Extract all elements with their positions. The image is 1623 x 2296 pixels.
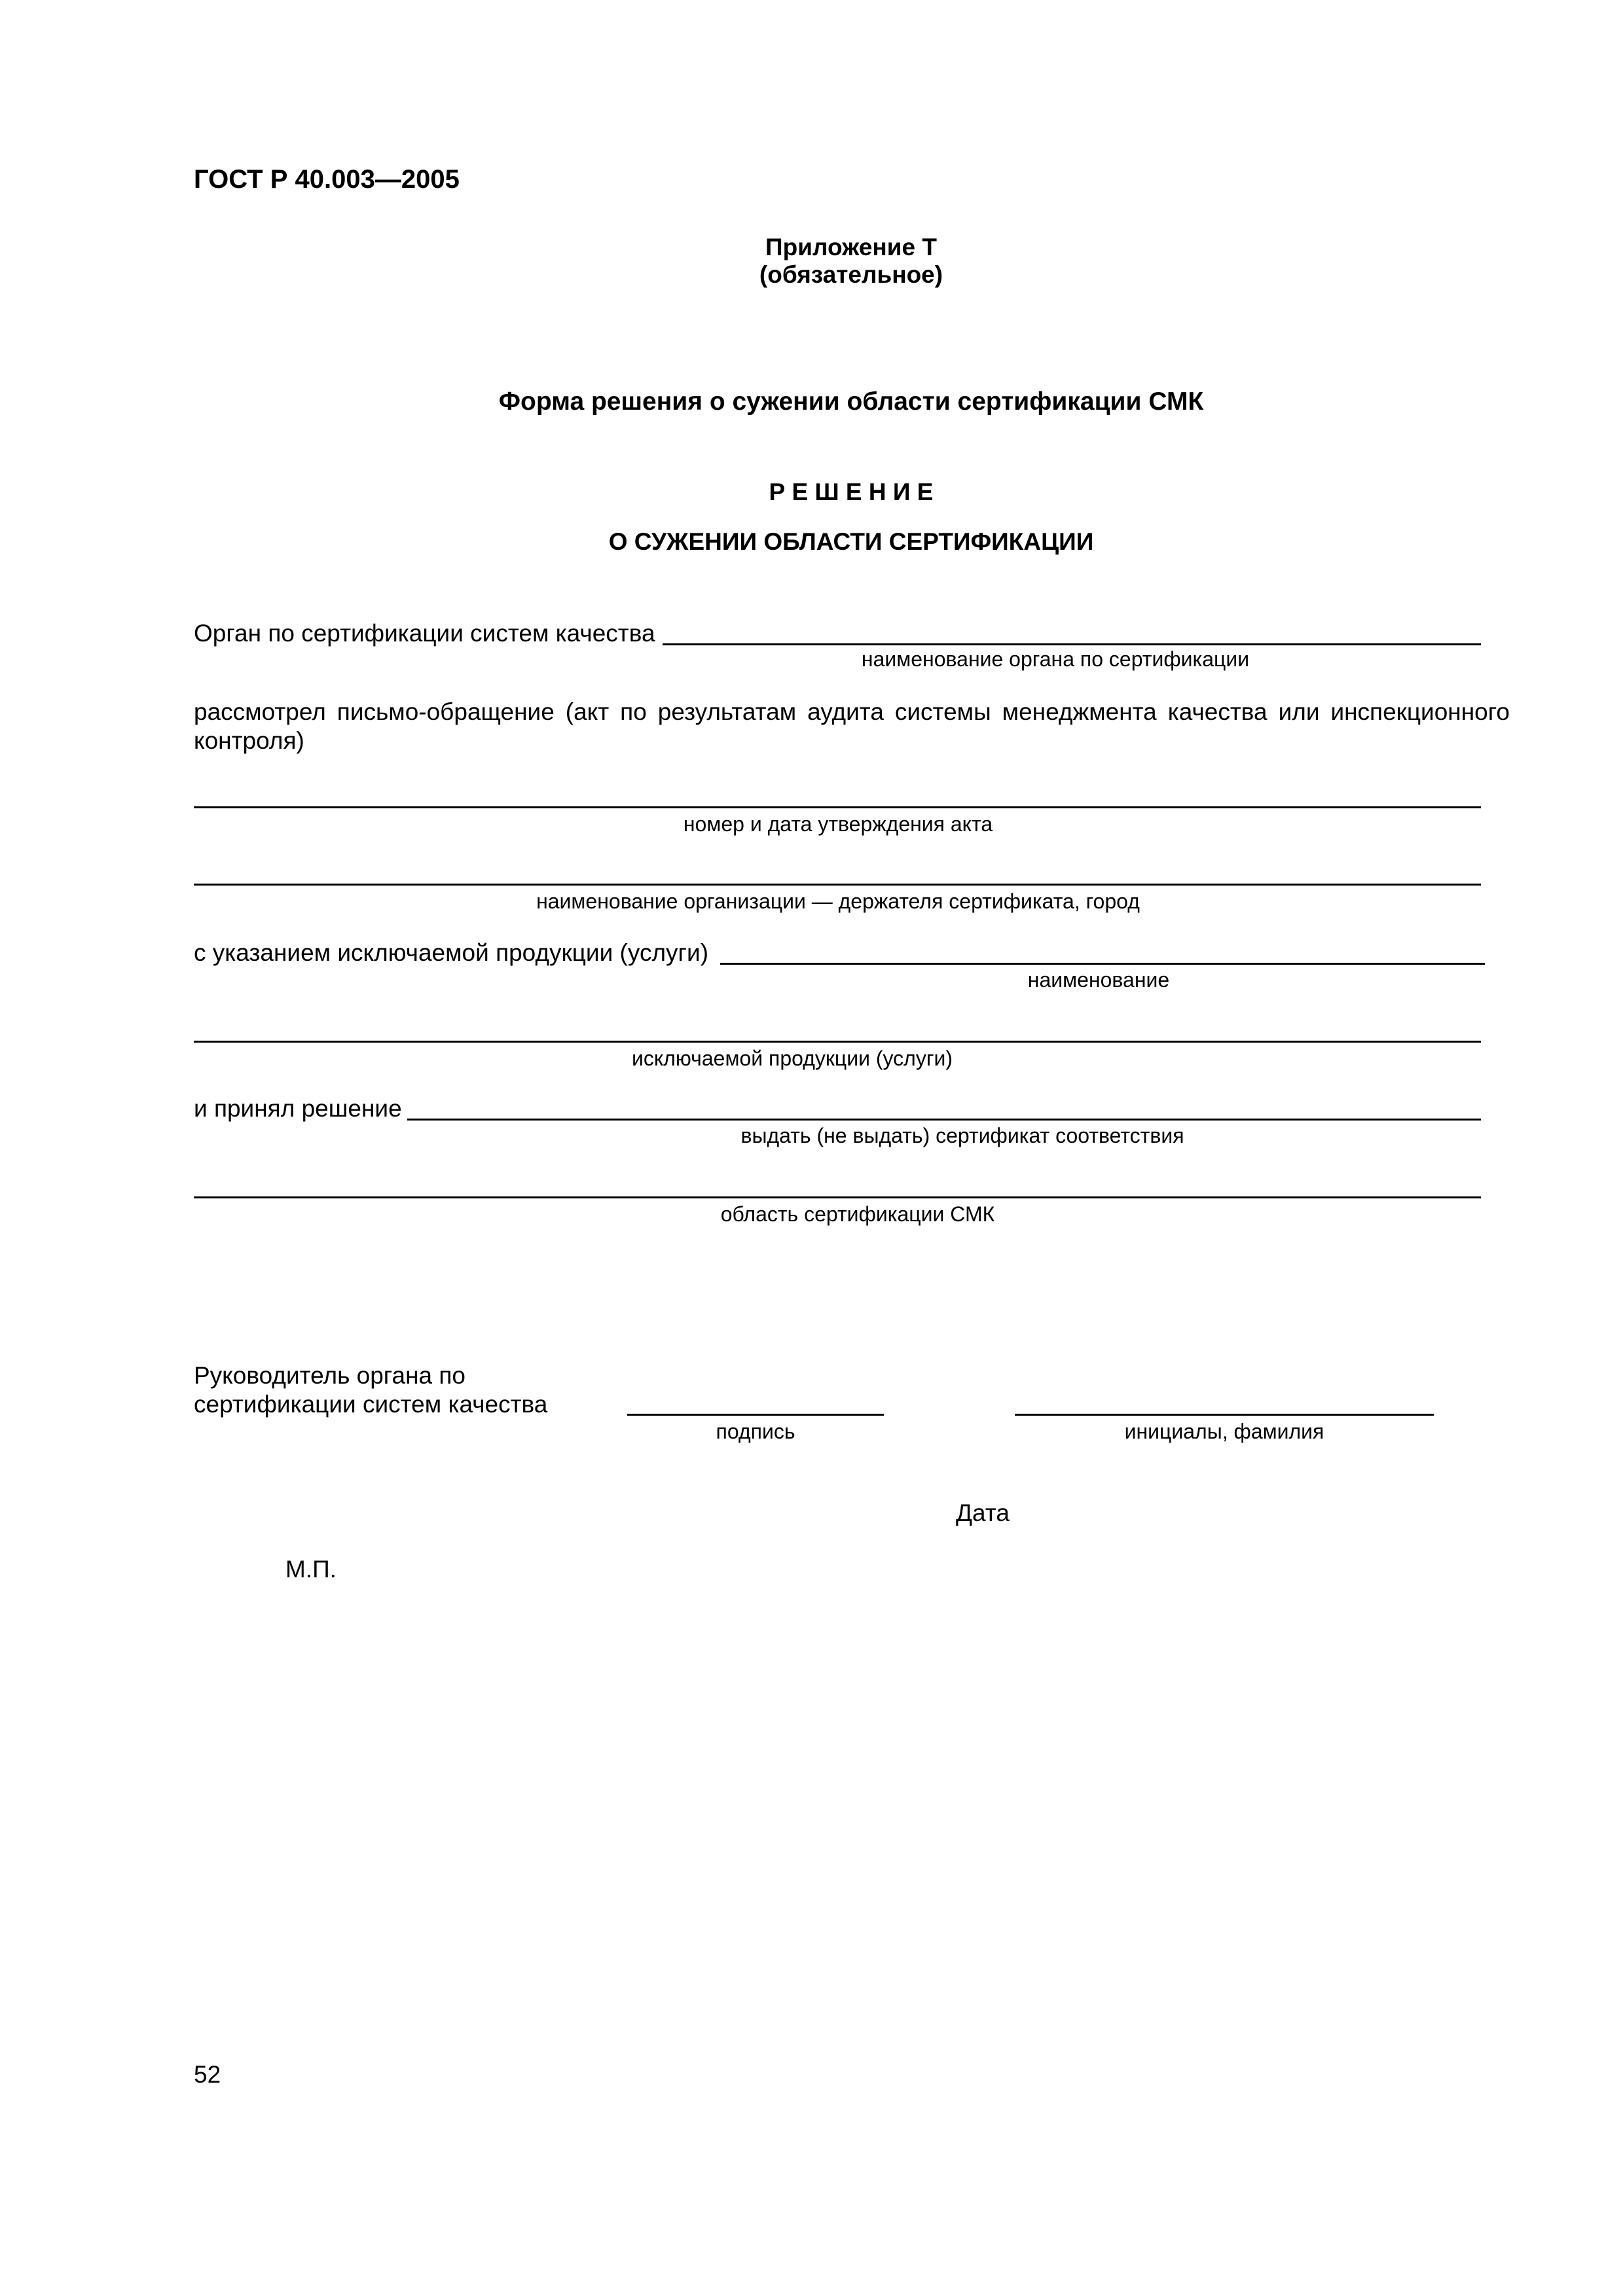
appendix-title: Приложение Т bbox=[765, 234, 937, 260]
date-label: Дата bbox=[956, 1499, 1010, 1526]
certification-body-line[interactable] bbox=[663, 643, 1481, 645]
decision-subject: О СУЖЕНИИ ОБЛАСТИ СЕРТИФИКАЦИИ bbox=[608, 528, 1094, 555]
excluded-line[interactable] bbox=[720, 963, 1485, 965]
signature-line[interactable] bbox=[627, 1414, 884, 1416]
standard-header: ГОСТ Р 40.003—2005 bbox=[194, 165, 460, 194]
name-caption: инициалы, фамилия bbox=[1124, 1420, 1324, 1443]
appendix-status: (обязательное) bbox=[759, 261, 943, 288]
decision-word: Р Е Ш Е Н И Е bbox=[769, 478, 934, 505]
holder-caption: наименование организации — держателя сертификата, город bbox=[536, 889, 1140, 913]
holder-line[interactable] bbox=[194, 884, 1481, 886]
head-title-line1: Руководитель органа по bbox=[194, 1362, 465, 1389]
certification-body-caption: наименование органа по сертификации bbox=[861, 647, 1250, 671]
scope-line[interactable] bbox=[194, 1196, 1481, 1198]
excluded-caption-2: исключаемой продукции (услуги) bbox=[631, 1047, 953, 1070]
page-number: 52 bbox=[194, 2061, 221, 2088]
decision-label: и принял решение bbox=[194, 1095, 402, 1122]
considered-paragraph: рассмотрел письмо-обращение (акт по результатам аудита системы менеджмента качества или инспекционного контроля) bbox=[194, 698, 1510, 754]
head-title-line2: сертификации систем качества bbox=[194, 1391, 548, 1418]
certification-body-label: Орган по сертификации систем качества bbox=[194, 620, 655, 647]
excluded-label: с указанием исключаемой продукции (услуги) bbox=[194, 939, 709, 966]
decision-line[interactable] bbox=[407, 1119, 1481, 1121]
stamp-label: М.П. bbox=[285, 1556, 337, 1583]
name-line[interactable] bbox=[1015, 1414, 1434, 1416]
decision-caption: выдать (не выдать) сертификат соответствия bbox=[740, 1124, 1184, 1147]
form-title: Форма решения о сужении области сертификации СМК bbox=[498, 387, 1204, 416]
act-line[interactable] bbox=[194, 806, 1481, 808]
act-caption: номер и дата утверждения акта bbox=[683, 812, 993, 836]
signature-caption: подпись bbox=[716, 1420, 795, 1443]
excluded-line-2[interactable] bbox=[194, 1041, 1481, 1043]
scope-caption: область сертификации СМК bbox=[720, 1202, 995, 1226]
excluded-caption-1: наименование bbox=[1027, 968, 1170, 992]
